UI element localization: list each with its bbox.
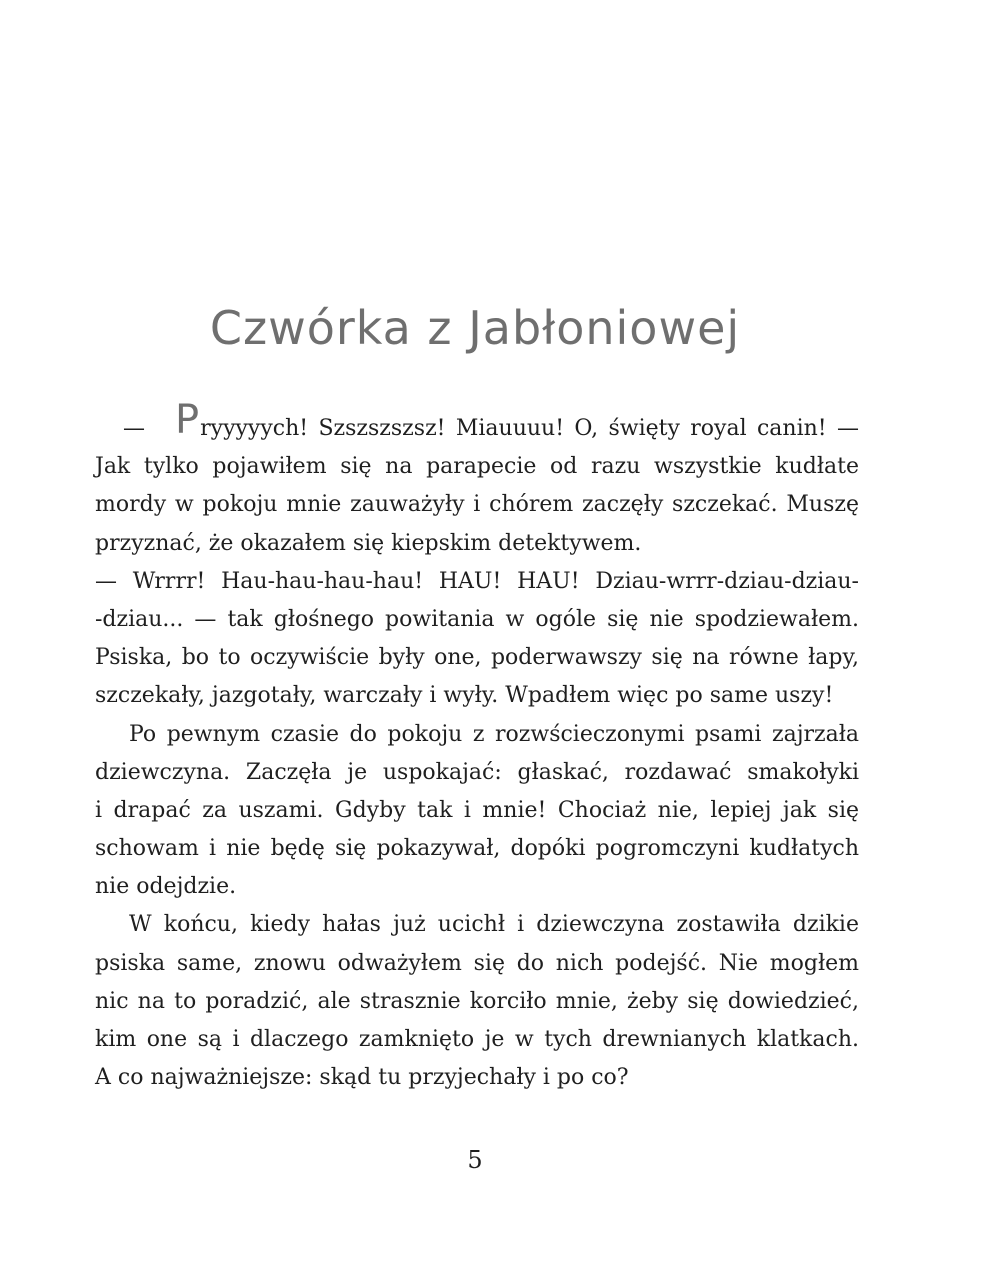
paragraph-3-line-5: nie odejdzie. xyxy=(95,874,237,900)
paragraph-2-line-3: Psiska, bo to oczywiście były one, poderwawszy się na równe łapy, xyxy=(95,645,859,671)
paragraph-3-line-3: i drapać za uszami. Gdyby tak i mnie! Chociaż nie, lepiej jak się xyxy=(95,797,859,823)
paragraph-1-line-1 xyxy=(95,397,859,448)
paragraph-4-line-3: nic na to poradzić, ale strasznie korciło mnie, żeby się dowiedzieć, xyxy=(95,988,859,1014)
page-number: 5 xyxy=(467,1146,483,1174)
paragraph-4-line-5: A co najważniejsze: skąd tu przyjechały i po co? xyxy=(95,1065,629,1091)
paragraph-1-line-4: przyznać, że okazałem się kiepskim detektywem. xyxy=(95,530,642,556)
paragraph-3-line-2: dziewczyna. Zaczęła je uspokajać: głaskać, rozdawać smakołyki xyxy=(95,759,859,785)
paragraph-4-line-2: psiska same, znowu odważyłem się do nich podejść. Nie mogłem xyxy=(95,950,859,976)
paragraph-1-line-3: mordy w pokoju mnie zauważyły i chórem zaczęły szczekać. Muszę xyxy=(95,492,859,518)
paragraph-1-first-line-text: ryyyyych! Szszszszsz! Miauuuu! O, święty royal canin! — xyxy=(200,416,859,441)
paragraph-3-line-1: Po pewnym czasie do pokoju z rozwścieczonymi psami zajrzała xyxy=(129,721,859,747)
chapter-title: Czwórka z Jabłoniowej xyxy=(209,301,741,355)
drop-cap: P xyxy=(175,397,200,443)
paragraph-1-line-2: Jak tylko pojawiłem się na parapecie od razu wszystkie kudłate xyxy=(95,454,859,480)
paragraph-2-line-2: -dziau... — tak głośnego powitania w ogóle się nie spodziewałem. xyxy=(95,606,859,632)
paragraph-4-line-4: kim one są i dlaczego zamknięto je w tych drewnianych klatkach. xyxy=(95,1027,859,1052)
paragraph-2-line-1: — Wrrrr! Hau-hau-hau-hau! HAU! HAU! Dziau-wrrr-dziau-dziau- xyxy=(95,568,859,594)
dialogue-dash: — xyxy=(123,416,145,441)
paragraph-3-line-4: schowam i nie będę się pokazywał, dopóki pogromczyni kudłatych xyxy=(95,836,859,862)
chapter-body xyxy=(95,397,859,1097)
paragraph-2-line-4: szczekały, jazgotały, warczały i wyły. Wpadłem więc po same uszy! xyxy=(95,683,834,709)
paragraph-4-line-1: W końcu, kiedy hałas już ucichł i dziewczyna zostawiła dzikie xyxy=(129,912,859,938)
